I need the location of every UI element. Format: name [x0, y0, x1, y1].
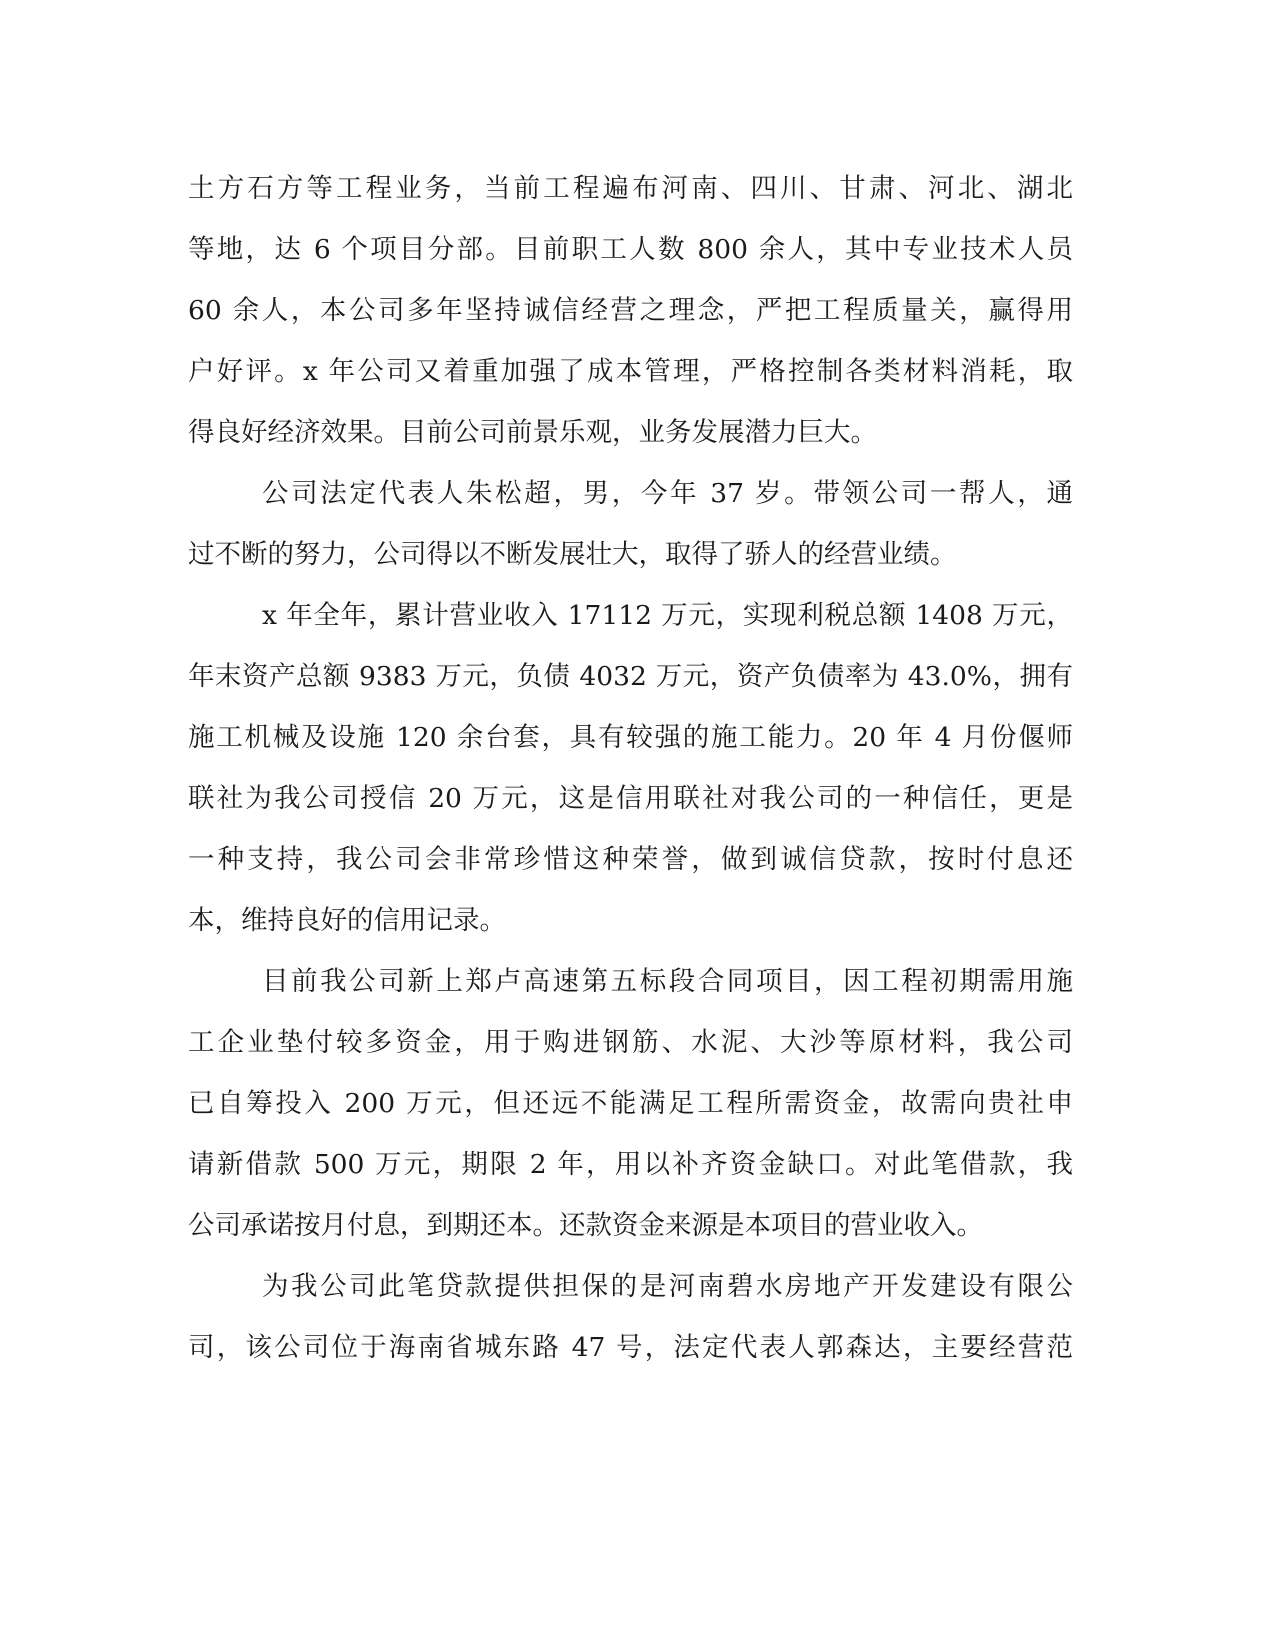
- text-line: 一种支持，我公司会非常珍惜这种荣誉，做到诚信贷款，按时付息还: [188, 844, 1073, 875]
- text-line: 本，维持良好的信用记录。: [188, 905, 506, 936]
- text-line: 年末资产总额 9383 万元，负债 4032 万元，资产负债率为 43.0%，拥有: [188, 661, 1073, 692]
- paragraph-company-business: [188, 158, 1073, 463]
- paragraph-financial-status: [188, 585, 1073, 951]
- text-line: 工企业垫付较多资金，用于购进钢筋、水泥、大沙等原材料，我公司: [188, 1027, 1073, 1058]
- document-body: [188, 158, 1073, 1378]
- text-line: 等地，达 6 个项目分部。目前职工人数 800 余人，其中专业技术人员: [188, 234, 1073, 265]
- text-line: 为我公司此笔贷款提供担保的是河南碧水房地产开发建设有限公: [262, 1271, 1073, 1302]
- text-line: 户好评。x 年公司又着重加强了成本管理，严格控制各类材料消耗，取: [188, 356, 1073, 387]
- text-line: 施工机械及设施 120 余台套，具有较强的施工能力。20 年 4 月份偃师: [188, 722, 1073, 753]
- text-line: 公司法定代表人朱松超，男，今年 37 岁。带领公司一帮人，通: [262, 478, 1073, 509]
- text-line: 目前我公司新上郑卢高速第五标段合同项目，因工程初期需用施: [262, 966, 1073, 997]
- text-line: 司，该公司位于海南省城东路 47 号，法定代表人郭森达，主要经营范: [188, 1332, 1073, 1363]
- text-line: 土方石方等工程业务，当前工程遍布河南、四川、甘肃、河北、湖北: [188, 173, 1073, 204]
- paragraph-guarantor: [188, 1256, 1073, 1378]
- text-line: 请新借款 500 万元，期限 2 年，用以补齐资金缺口。对此笔借款，我: [188, 1149, 1073, 1180]
- text-line: 已自筹投入 200 万元，但还远不能满足工程所需资金，故需向贵社申: [188, 1088, 1073, 1119]
- paragraph-loan-request: [188, 951, 1073, 1256]
- text-line: 联社为我公司授信 20 万元，这是信用联社对我公司的一种信任，更是: [188, 783, 1073, 814]
- text-line: 得良好经济效果。目前公司前景乐观，业务发展潜力巨大。: [188, 417, 877, 448]
- text-line: 60 余人，本公司多年坚持诚信经营之理念，严把工程质量关，赢得用: [188, 295, 1073, 326]
- text-line: 过不断的努力，公司得以不断发展壮大，取得了骄人的经营业绩。: [188, 539, 957, 570]
- text-line: 公司承诺按月付息，到期还本。还款资金来源是本项目的营业收入。: [188, 1210, 983, 1241]
- text-line: x 年全年，累计营业收入 17112 万元，实现利税总额 1408 万元，: [262, 600, 1073, 631]
- paragraph-legal-representative: [188, 463, 1073, 585]
